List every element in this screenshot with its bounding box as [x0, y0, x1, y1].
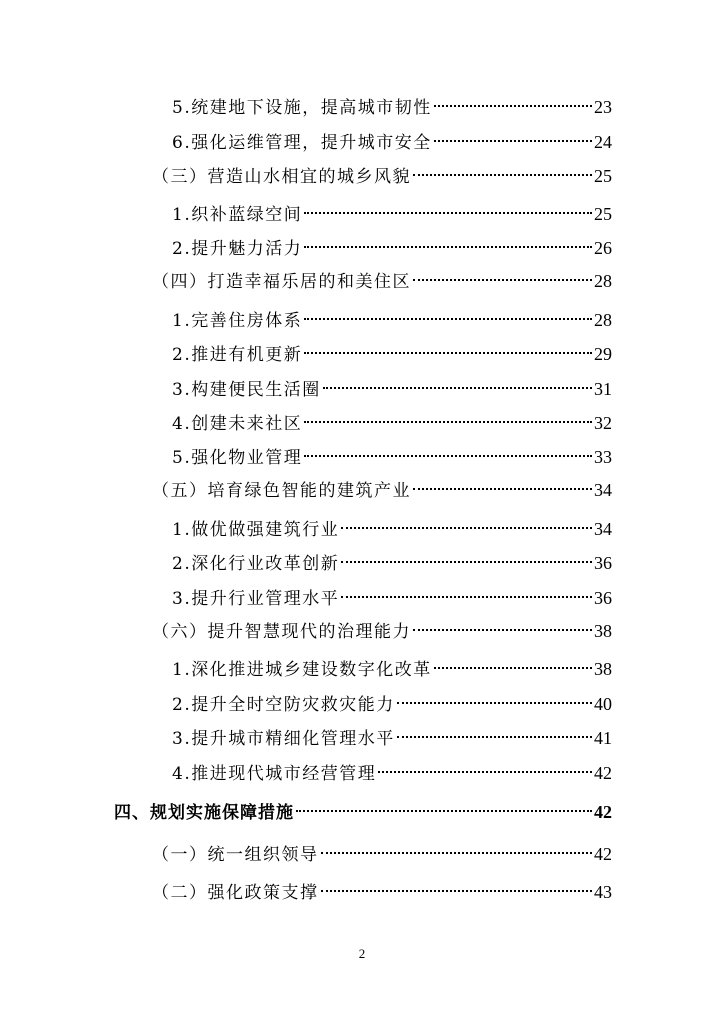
toc-entry-title: （四）打造幸福乐居的和美住区 [152, 272, 411, 292]
toc-entry-page: 31 [594, 379, 612, 399]
toc-entry-page: 32 [594, 413, 612, 433]
dot-leader [304, 246, 592, 248]
toc-entry[interactable] [172, 307, 612, 333]
toc-entry-title: 1.织补蓝绿空间 [172, 205, 303, 225]
toc-entry-title: 4.推进现代城市经营管理 [172, 764, 377, 784]
toc-entry-title: 5.统建地下设施，提高城市韧性 [172, 98, 432, 118]
toc-entry[interactable] [172, 444, 612, 470]
dot-leader [341, 527, 592, 529]
dot-leader [304, 421, 592, 423]
toc-entry[interactable] [172, 341, 612, 367]
dot-leader [378, 771, 592, 773]
toc-chapter[interactable] [114, 799, 612, 825]
toc-entry-page: 34 [594, 519, 612, 539]
toc-entry-page: 36 [594, 553, 612, 573]
dot-leader [434, 105, 592, 107]
toc-entry-page: 29 [594, 344, 612, 364]
toc-entry-title: 1.做优做强建筑行业 [172, 520, 340, 540]
dot-leader [413, 488, 592, 490]
toc-entry-page: 38 [594, 621, 612, 641]
toc-entry[interactable] [172, 585, 612, 611]
toc-section[interactable] [152, 618, 612, 644]
dot-leader [341, 561, 592, 563]
toc-entry-page: 40 [594, 694, 612, 714]
toc-entry-title: （二）强化政策支撑 [152, 883, 319, 903]
toc-entry-title: 2.提升全时空防灾救灾能力 [172, 695, 395, 715]
toc-entry-title: 2.深化行业改革创新 [172, 554, 340, 574]
dot-leader [434, 140, 592, 142]
dot-leader [304, 212, 592, 214]
toc-entry[interactable] [172, 201, 612, 227]
toc-entry-title: 2.提升魅力活力 [172, 239, 303, 259]
toc-entry-page: 23 [594, 97, 612, 117]
toc-entry[interactable] [172, 656, 612, 682]
toc-entry-page: 26 [594, 238, 612, 258]
toc-entry[interactable] [172, 410, 612, 436]
dot-leader [341, 596, 592, 598]
toc-entry-title: 1.完善住房体系 [172, 311, 303, 331]
toc-entry-title: （六）提升智慧现代的治理能力 [152, 622, 411, 642]
toc-entry-title: 3.构建便民生活圈 [172, 380, 321, 400]
dot-leader [304, 455, 592, 457]
toc-section[interactable] [152, 163, 612, 189]
toc-section[interactable] [152, 268, 612, 294]
dot-leader [321, 890, 593, 892]
toc-entry-page: 41 [594, 728, 612, 748]
toc-entry[interactable] [172, 94, 612, 120]
toc-entry-page: 38 [594, 659, 612, 679]
toc-entry-page: 43 [594, 882, 612, 902]
dot-leader [304, 352, 592, 354]
toc-entry-page: 42 [594, 802, 612, 822]
toc-entry-title: 4.创建未来社区 [172, 414, 303, 434]
dot-leader [397, 702, 592, 704]
toc-entry-page: 42 [594, 844, 612, 864]
toc-entry-title: 6.强化运维管理，提升城市安全 [172, 133, 432, 153]
toc-entry-page: 36 [594, 588, 612, 608]
toc-entry-title: 5.强化物业管理 [172, 448, 303, 468]
toc-entry[interactable] [172, 129, 612, 155]
dot-leader [296, 810, 592, 812]
toc-entry-title: （三）营造山水相宜的城乡风貌 [152, 167, 411, 187]
dot-leader [321, 852, 593, 854]
dot-leader [304, 318, 592, 320]
toc-entry-page: 28 [594, 271, 612, 291]
toc-entry[interactable] [172, 691, 612, 717]
toc-entry[interactable] [172, 760, 612, 786]
toc-entry-title: 四、规划实施保障措施 [114, 803, 294, 823]
toc-entry-page: 24 [594, 132, 612, 152]
toc-entry-page: 25 [594, 166, 612, 186]
dot-leader [413, 279, 592, 281]
dot-leader [397, 736, 592, 738]
toc-entry-page: 42 [594, 763, 612, 783]
toc-entry[interactable] [172, 235, 612, 261]
toc-entry-title: 1.深化推进城乡建设数字化改革 [172, 660, 432, 680]
toc-entry-page: 25 [594, 204, 612, 224]
toc-entry-title: 2.推进有机更新 [172, 345, 303, 365]
toc-entry-title: 3.提升城市精细化管理水平 [172, 729, 395, 749]
toc-entry[interactable] [172, 516, 612, 542]
toc-entry-page: 34 [594, 480, 612, 500]
toc-entry-page: 28 [594, 310, 612, 330]
toc-entry[interactable] [172, 725, 612, 751]
toc-section[interactable] [152, 879, 612, 905]
toc-section[interactable] [152, 477, 612, 503]
toc-entry-page: 33 [594, 447, 612, 467]
dot-leader [413, 629, 592, 631]
dot-leader [323, 387, 592, 389]
toc-entry-title: （一）统一组织领导 [152, 845, 319, 865]
toc-entry-title: 3.提升行业管理水平 [172, 589, 340, 609]
toc-entry[interactable] [172, 550, 612, 576]
toc-entry[interactable] [172, 376, 612, 402]
toc-section[interactable] [152, 841, 612, 867]
dot-leader [413, 174, 592, 176]
page-number: 2 [358, 946, 366, 961]
toc-entry-title: （五）培育绿色智能的建筑产业 [152, 481, 411, 501]
dot-leader [434, 667, 592, 669]
